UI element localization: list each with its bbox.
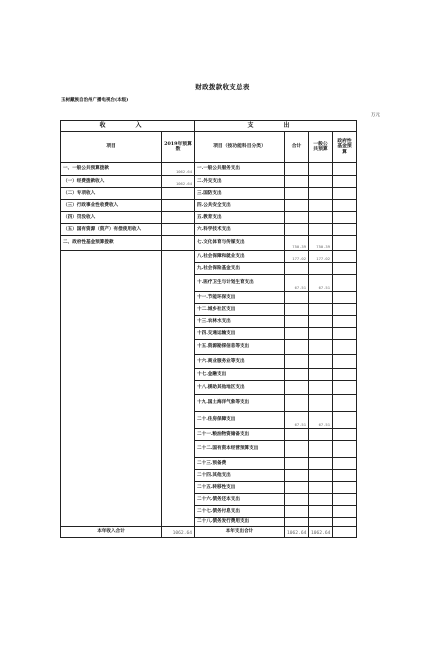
column-header-row bbox=[61, 132, 357, 163]
table-row bbox=[61, 212, 357, 224]
income-value bbox=[162, 212, 195, 224]
expense-item: 二十四.其他支出 bbox=[195, 470, 285, 482]
expense-total bbox=[285, 494, 309, 506]
expense-fund bbox=[333, 236, 357, 251]
expense-public bbox=[309, 458, 333, 470]
income-section-header: 收 入 bbox=[61, 121, 195, 132]
expense-fund bbox=[333, 292, 357, 304]
expense-public: 67.51 bbox=[309, 412, 333, 429]
expense-fund-total bbox=[333, 527, 357, 538]
expense-item: 二十八.债务发行费用支出 bbox=[195, 518, 285, 527]
expense-total bbox=[285, 340, 309, 355]
expense-total bbox=[285, 224, 309, 236]
expense-item: 二.外交支出 bbox=[195, 176, 285, 188]
expense-total bbox=[285, 458, 309, 470]
expense-fund bbox=[333, 441, 357, 458]
expense-total bbox=[285, 328, 309, 340]
expense-public bbox=[309, 482, 333, 494]
expense-public bbox=[309, 381, 333, 395]
total-header: 合计 bbox=[285, 132, 309, 163]
expense-item: 八.社会保障和就业支出 bbox=[195, 251, 285, 263]
expense-item: 二十五.转移性支出 bbox=[195, 482, 285, 494]
expense-item: 十二.城乡社区支出 bbox=[195, 304, 285, 316]
income-value-empty bbox=[162, 251, 195, 527]
expense-public bbox=[309, 263, 333, 275]
expense-fund bbox=[333, 369, 357, 381]
expense-fund bbox=[333, 316, 357, 328]
table-row bbox=[61, 236, 357, 251]
expense-item: 二十一.粮油物资储备支出 bbox=[195, 429, 285, 441]
expense-fund bbox=[333, 482, 357, 494]
income-value: 1062.64 bbox=[162, 163, 195, 176]
expense-item-header: 项目（按功能科目分类） bbox=[195, 132, 285, 163]
expense-item: 六.科学技术支出 bbox=[195, 224, 285, 236]
expense-fund bbox=[333, 176, 357, 188]
income-total-label: 本年收入合计 bbox=[61, 527, 162, 538]
income-item-empty bbox=[61, 251, 162, 527]
expense-fund bbox=[333, 429, 357, 441]
expense-public bbox=[309, 506, 333, 518]
expense-item: 二十二.国有资本经营预算支出 bbox=[195, 441, 285, 458]
income-value bbox=[162, 200, 195, 212]
expense-fund bbox=[333, 458, 357, 470]
expense-total bbox=[285, 381, 309, 395]
expense-total bbox=[285, 482, 309, 494]
table-row bbox=[61, 251, 357, 263]
income-value bbox=[162, 224, 195, 236]
expense-total bbox=[285, 200, 309, 212]
expense-total bbox=[285, 470, 309, 482]
expense-public: 67.51 bbox=[309, 275, 333, 292]
expense-fund bbox=[333, 506, 357, 518]
expense-total bbox=[285, 355, 309, 369]
expense-total: 67.51 bbox=[285, 412, 309, 429]
expense-total bbox=[285, 441, 309, 458]
expense-item: 十一.节能环保支出 bbox=[195, 292, 285, 304]
income-value bbox=[162, 188, 195, 200]
expense-public bbox=[309, 340, 333, 355]
table-row bbox=[61, 224, 357, 236]
expense-item: 七.文化体育与传媒支出 bbox=[195, 236, 285, 251]
expense-item: 二十.住房保障支出 bbox=[195, 412, 285, 429]
expense-item: 九.社会保险基金支出 bbox=[195, 263, 285, 275]
expense-item: 十七.金融支出 bbox=[195, 369, 285, 381]
expense-public bbox=[309, 316, 333, 328]
report-title: 财政拨款收支总表 bbox=[195, 83, 250, 91]
income-item: （二）专项收入 bbox=[61, 188, 162, 200]
expense-total-label: 本年支出合计 bbox=[195, 527, 285, 538]
fund-budget-header: 政府性基金预算 bbox=[333, 132, 357, 163]
section-row bbox=[61, 121, 357, 132]
expense-public bbox=[309, 292, 333, 304]
expense-public: 750.39 bbox=[309, 236, 333, 251]
budget-summary-table bbox=[60, 120, 357, 538]
expense-item: 十.医疗卫生与计划生育支出 bbox=[195, 275, 285, 292]
expense-total bbox=[285, 429, 309, 441]
expense-public bbox=[309, 176, 333, 188]
expense-public bbox=[309, 212, 333, 224]
expense-fund bbox=[333, 188, 357, 200]
expense-public bbox=[309, 200, 333, 212]
expense-total-value: 1062.64 bbox=[285, 527, 309, 538]
expense-item: 三.国防支出 bbox=[195, 188, 285, 200]
expense-item: 十八.援助其他地区支出 bbox=[195, 381, 285, 395]
expense-public bbox=[309, 395, 333, 412]
expense-total bbox=[285, 316, 309, 328]
expense-public bbox=[309, 441, 333, 458]
expense-public bbox=[309, 355, 333, 369]
income-value: 1062.64 bbox=[162, 176, 195, 188]
income-item: （五）国有资源（资产）有偿使用收入 bbox=[61, 224, 162, 236]
income-total-value: 1062.64 bbox=[162, 527, 195, 538]
budget-header: 2019年预算数 bbox=[162, 132, 195, 163]
expense-fund bbox=[333, 251, 357, 263]
public-budget-header: 一般公共预算 bbox=[309, 132, 333, 163]
income-item: 二、政府性基金预算拨款 bbox=[61, 236, 162, 251]
expense-total bbox=[285, 304, 309, 316]
expense-public bbox=[309, 304, 333, 316]
expense-public bbox=[309, 369, 333, 381]
expense-fund bbox=[333, 381, 357, 395]
expense-fund bbox=[333, 518, 357, 527]
expense-public bbox=[309, 494, 333, 506]
unit-name: 玉树藏族自治州广播电视台(本级) bbox=[61, 98, 129, 103]
expense-public bbox=[309, 224, 333, 236]
expense-total bbox=[285, 518, 309, 527]
income-value bbox=[162, 236, 195, 251]
expense-total bbox=[285, 263, 309, 275]
expense-fund bbox=[333, 328, 357, 340]
income-item: （四）罚没收入 bbox=[61, 212, 162, 224]
expense-item: 二十六.债务还本支出 bbox=[195, 494, 285, 506]
income-item-header: 项目 bbox=[61, 132, 162, 163]
expense-item: 一.一般公共服务支出 bbox=[195, 163, 285, 176]
expense-fund bbox=[333, 163, 357, 176]
income-item: （三）行政事业性收费收入 bbox=[61, 200, 162, 212]
expense-item: 十五.资源勘探信息等支出 bbox=[195, 340, 285, 355]
expense-fund bbox=[333, 263, 357, 275]
expense-fund bbox=[333, 395, 357, 412]
expense-fund bbox=[333, 340, 357, 355]
expense-public bbox=[309, 328, 333, 340]
expense-fund bbox=[333, 275, 357, 292]
expense-total bbox=[285, 506, 309, 518]
expense-total bbox=[285, 212, 309, 224]
income-item: （一）经费拨款收入 bbox=[61, 176, 162, 188]
expense-item: 十三.农林水支出 bbox=[195, 316, 285, 328]
expense-public: 177.02 bbox=[309, 251, 333, 263]
expense-item: 五.教育支出 bbox=[195, 212, 285, 224]
expense-public bbox=[309, 429, 333, 441]
table-row bbox=[61, 163, 357, 176]
expense-public bbox=[309, 163, 333, 176]
expense-public bbox=[309, 470, 333, 482]
expense-item: 二十七.债务付息支出 bbox=[195, 506, 285, 518]
expense-item: 十四.交通运输支出 bbox=[195, 328, 285, 340]
expense-public bbox=[309, 518, 333, 527]
expense-fund bbox=[333, 304, 357, 316]
totals-row bbox=[61, 527, 357, 538]
expense-fund bbox=[333, 212, 357, 224]
expense-fund bbox=[333, 470, 357, 482]
table-row bbox=[61, 188, 357, 200]
expense-fund bbox=[333, 412, 357, 429]
expense-item: 十九.国土海洋气象等支出 bbox=[195, 395, 285, 412]
expense-total bbox=[285, 369, 309, 381]
expense-item: 二十三.预备费 bbox=[195, 458, 285, 470]
expense-public bbox=[309, 188, 333, 200]
expense-total bbox=[285, 188, 309, 200]
expense-fund bbox=[333, 200, 357, 212]
expense-fund bbox=[333, 224, 357, 236]
expense-public-total: 1062.64 bbox=[309, 527, 333, 538]
expense-total bbox=[285, 395, 309, 412]
income-item: 一、一般公共预算拨款 bbox=[61, 163, 162, 176]
expense-total: 177.02 bbox=[285, 251, 309, 263]
expense-total bbox=[285, 163, 309, 176]
expense-total bbox=[285, 292, 309, 304]
expense-item: 十六.商业服务业等支出 bbox=[195, 355, 285, 369]
expense-section-header: 支 出 bbox=[195, 121, 357, 132]
expense-fund bbox=[333, 355, 357, 369]
table-row bbox=[61, 176, 357, 188]
expense-total bbox=[285, 176, 309, 188]
table-row bbox=[61, 200, 357, 212]
expense-total: 67.51 bbox=[285, 275, 309, 292]
money-unit: 万元 bbox=[371, 113, 380, 118]
expense-item: 四.公共安全支出 bbox=[195, 200, 285, 212]
expense-fund bbox=[333, 494, 357, 506]
expense-total: 750.39 bbox=[285, 236, 309, 251]
